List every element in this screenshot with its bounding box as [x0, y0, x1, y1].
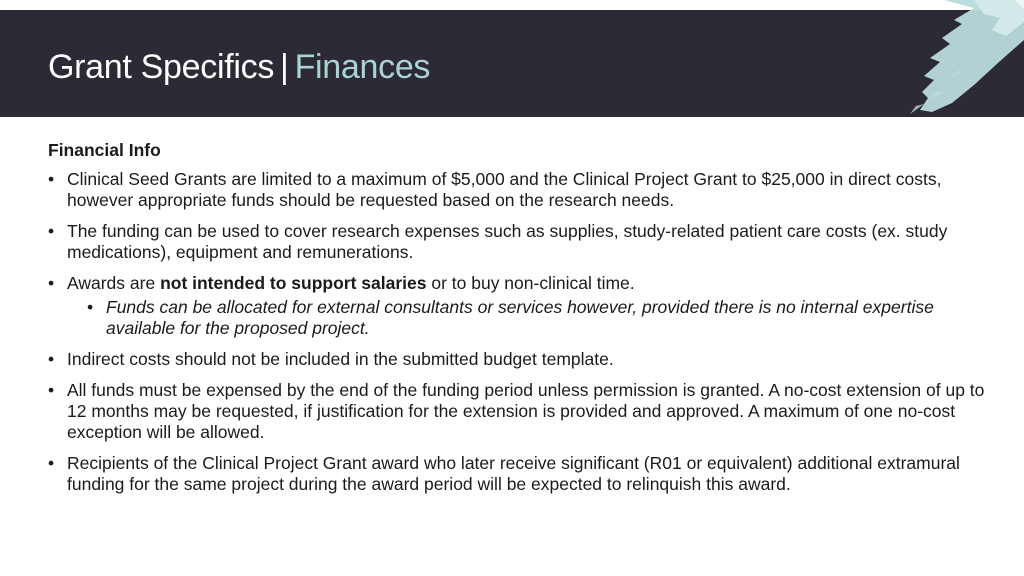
brush-stroke-decoration	[824, 0, 1024, 117]
title-separator: |	[280, 48, 289, 86]
bullet-text-suffix: or to buy non-clinical time.	[426, 273, 635, 293]
title-main: Grant Specifics	[48, 48, 275, 86]
list-item: • The funding can be used to cover research expenses such as supplies, study-related patient care costs (ex. study medications), equipment and remunerations.	[48, 221, 988, 263]
title-subtitle: Finances	[294, 48, 431, 86]
list-item: • Clinical Seed Grants are limited to a maximum of $5,000 and the Clinical Project Grant to $25,000 in direct costs, however appropriate funds should be requested based on the research needs.	[48, 169, 988, 211]
sub-list-item: • Funds can be allocated for external consultants or services however, provided there is no internal expertise available for the proposed project.	[67, 297, 988, 339]
bullet-list	[48, 169, 988, 495]
bullet-text-bold: not intended to support salaries	[160, 273, 427, 293]
list-item: • All funds must be expensed by the end of the funding period unless permission is granted. A no-cost extension of up to 12 months may be requested, if justification for the extension is provided and approved. A maximum of one no-cost exception will be allowed.	[48, 380, 988, 443]
financial-info-section	[48, 140, 988, 505]
list-item: • Indirect costs should not be included in the submitted budget template.	[48, 349, 988, 370]
sub-bullet-list	[67, 297, 988, 339]
list-item: • Recipients of the Clinical Project Grant award who later receive significant (R01 or equivalent) additional extramural funding for the same project during the award period will be expected to relinquish this award.	[48, 453, 988, 495]
list-item	[48, 273, 988, 339]
section-heading: Financial Info	[48, 140, 161, 160]
page-title	[48, 48, 430, 87]
bullet-text-prefix: Awards are	[67, 273, 161, 293]
